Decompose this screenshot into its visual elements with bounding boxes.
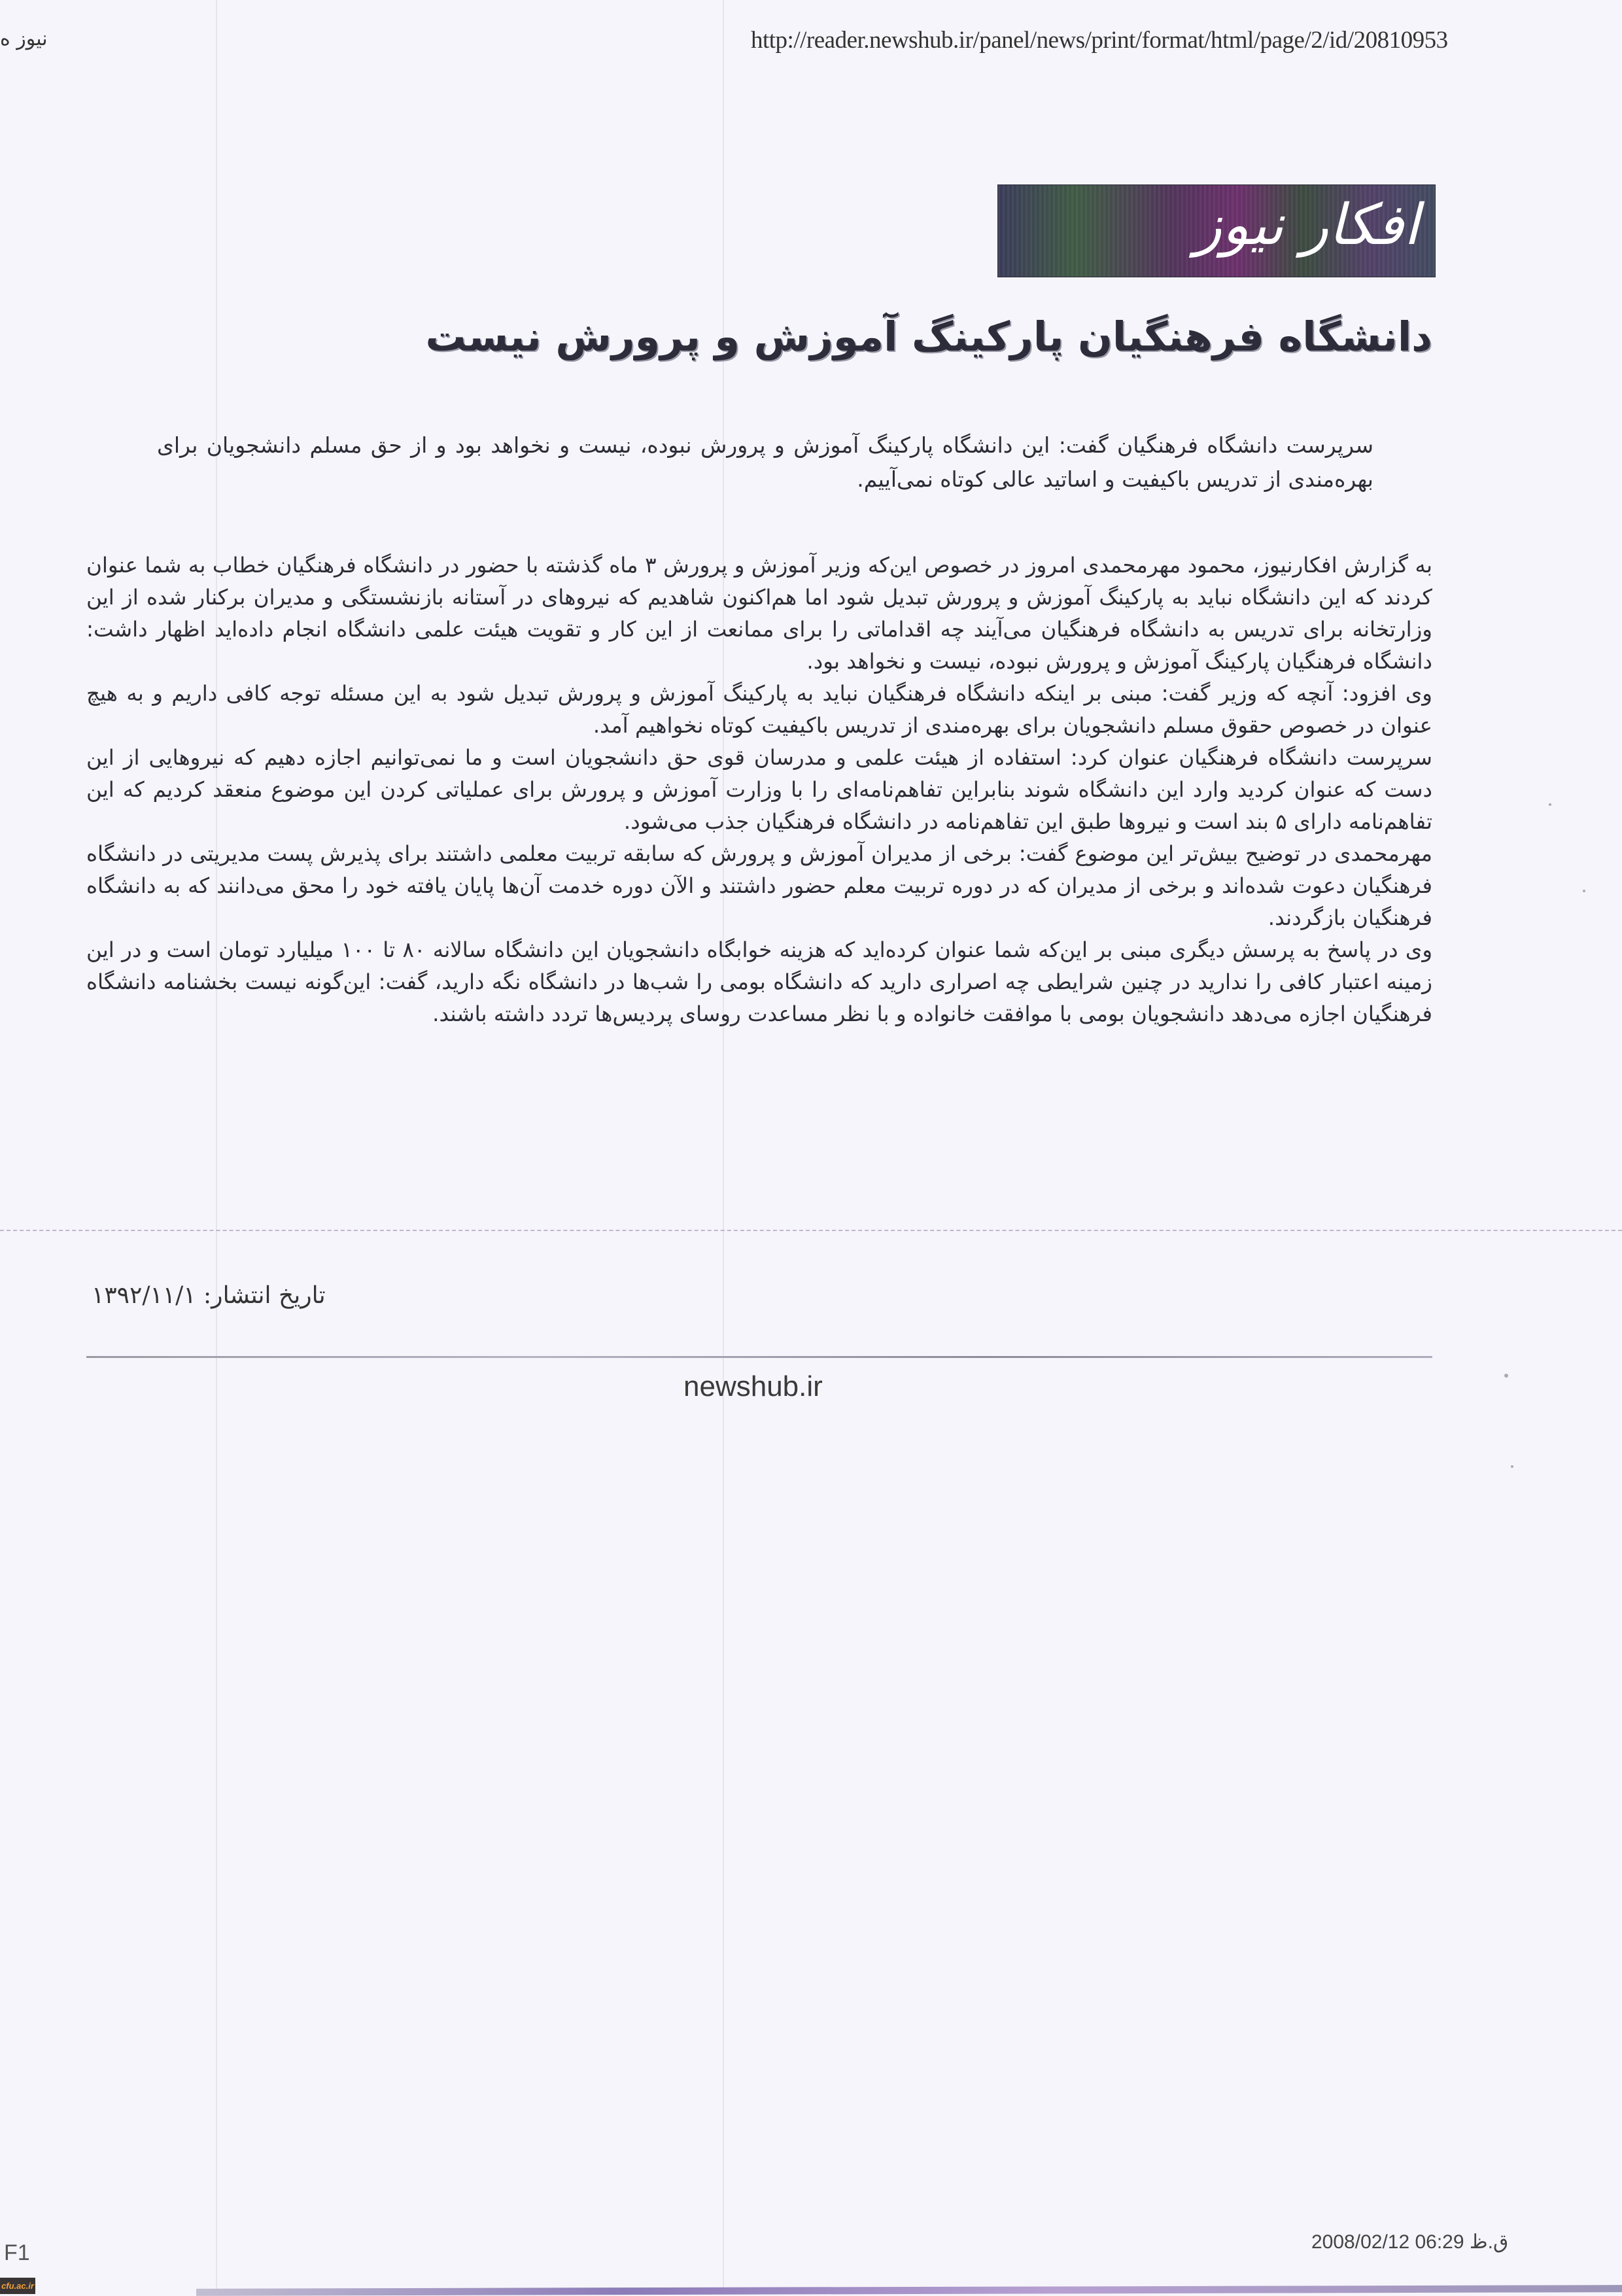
- logo-text: افکار نیوز: [1194, 192, 1419, 258]
- article-paragraph: سرپرست دانشگاه فرهنگیان عنوان کرد: استفاده از هیئت علمی و مدرسان قوی حق دانشجویان است و ما نمی‌توانیم اجازه دهیم که نیروهایی از این دست که عنوان کردید وارد این دانشگاه شوند بنابراین تفاهم‌نامه‌ای را با وزارت آموزش و پرورش برای عملیاتی کردن این موضوع منعقد کردیم که این تفاهم‌نامه دارای ۵ بند است و نیروها طبق این تفاهم‌نامه در دانشگاه فرهنگیان جذب می‌شود.: [86, 745, 1432, 834]
- print-timestamp: 2008/02/12 06:29 ق.ظ: [1311, 2231, 1509, 2253]
- scan-speck: [1583, 890, 1585, 892]
- footer-site-link[interactable]: newshub.ir: [683, 1370, 823, 1402]
- scan-speck: [1504, 1374, 1508, 1378]
- article-paragraph: به گزارش افکارنیوز، محمود مهرمحمدی امروز در خصوص این‌که وزیر آموزش و پرورش ۳ ماه گذشته با حضور در دانشگاه فرهنگیان خطاب به شما عنوان کردند که این دانشگاه نباید به پارکینگ آموزش و پرورش تبدیل شود اما هم‌اکنون شاهدیم که نیروهای در آستانه بازنشستگی و مدیران برکنار شده از این وزارتخانه برای تدریس به دانشگاه فرهنگیان می‌آیند چه اقداماتی را برای ممانعت از این کار و تقویت هیئت علمی دانشگاه انجام داده‌اید اظهار داشت: دانشگاه فرهنگیان پارکینگ آموزش و پرورش نبوده، نیست و نخواهد بود.: [86, 553, 1432, 674]
- scan-bottom-edge: [196, 2285, 1622, 2296]
- article-paragraph: وی افزود: آنچه که وزیر گفت: مبنی بر اینکه دانشگاه فرهنگیان نباید به پارکینگ آموزش و پرورش تبدیل شود به این مسئله توجه کافی داریم و به هیچ عنوان در خصوص حقوق مسلم دانشجویان برای بهره‌مندی از تدریس باکیفیت کوتاه نخواهیم آمد.: [86, 681, 1432, 738]
- scan-speck: [1511, 1465, 1513, 1468]
- scan-speck: [1549, 803, 1551, 806]
- scan-artifact-line: [0, 1230, 1622, 1231]
- footer-divider: [86, 1356, 1432, 1358]
- article-paragraph: وی در پاسخ به پرسش دیگری مبنی بر این‌که شما عنوان کرده‌اید که هزینه خوابگاه دانشجویان این دانشگاه سالانه ۸۰ تا ۱۰۰ میلیارد تومان است و در این زمینه اعتبار کافی را ندارید در چنین شرایطی چه اصراری دارید که دانشگاه بومی را شب‌ها در دانشگاه نگه دارید، گفت: این‌گونه نیست بخشنامه دانشگاه فرهنگیان اجازه می‌دهد دانشجویان بومی با موافقت خانواده و با نظر مساعدت روسای پردیس‌ها تردد داشته باشند.: [86, 937, 1433, 1026]
- header-url[interactable]: http://reader.newshub.ir/panel/news/print/format/html/page/2/id/20810953: [751, 27, 1448, 54]
- article-title: دانشگاه فرهنگیان پارکینگ آموزش و پرورش نیست: [425, 313, 1432, 360]
- article-lead: سرپرست دانشگاه فرهنگیان گفت: این دانشگاه پارکینگ آموزش و پرورش نبوده، نیست و نخواهد بود و از حق مسلم دانشجویان برای بهره‌مندی از تدریس باکیفیت و اساتید عالی کوتاه نمی‌آییم.: [157, 432, 1373, 492]
- publish-date: تاریخ انتشار: ۱۳۹۲/۱۱/۱: [92, 1282, 326, 1309]
- afkar-news-logo: [997, 184, 1436, 277]
- header-site-fragment: نیوز ه: [0, 27, 48, 50]
- article-paragraph: مهرمحمدی در توضیح بیش‌تر این موضوع گفت: برخی از مدیران آموزش و پرورش که سابقه تربیت معلمی داشتند برای پذیرش پست مدیریتی در دانشگاه فرهنگیان دعوت شده‌اند و برخی از مدیران که در دوره تربیت معلم حضور داشتند و الآن دوره خدمت آن‌ها پایان یافته خود را محق می‌دانند که به دانشگاه فرهنگیان بازگردند.: [86, 841, 1432, 930]
- page-marker: F1: [4, 2240, 30, 2265]
- article-body: [86, 549, 1432, 1030]
- scan-fold-line: [216, 0, 217, 2294]
- watermark-logo: cfu.ac.ir: [0, 2278, 35, 2294]
